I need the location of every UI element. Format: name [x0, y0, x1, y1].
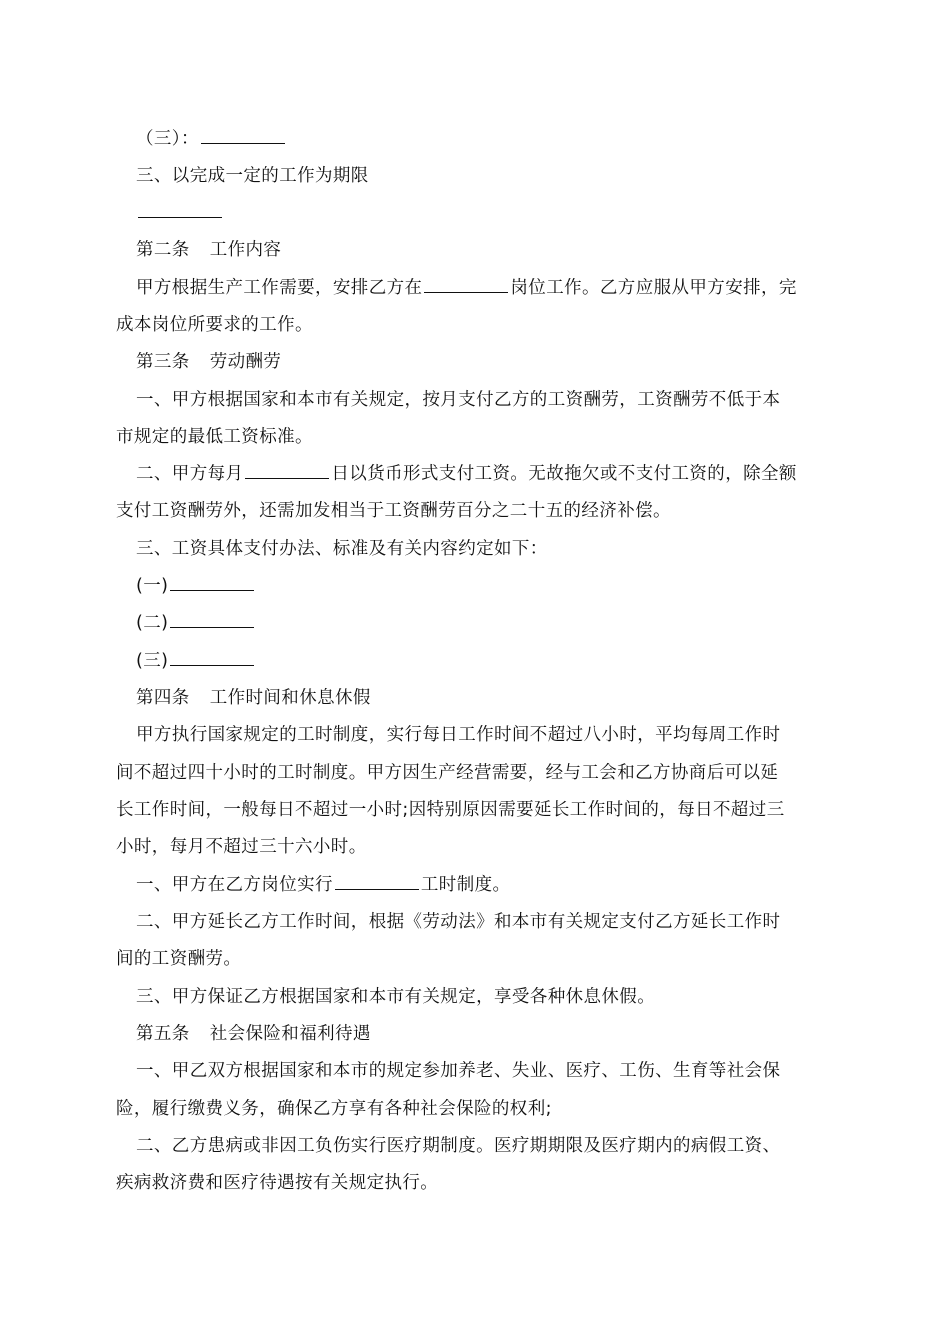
article-title: 社会保险和福利待遇	[209, 1024, 371, 1044]
text-line: 成本岗位所要求的工作。	[116, 315, 313, 335]
text-line: 一、甲方在乙方岗位实行 工时制度。	[136, 875, 511, 895]
blank-field	[424, 276, 508, 293]
section-heading	[136, 350, 856, 374]
text-line: 二、乙方患病或非因工负伤实行医疗期制度。医疗期期限及医疗期内的病假工资、	[136, 1136, 781, 1156]
article-number: 第二条	[136, 240, 190, 260]
blank-field	[201, 127, 285, 144]
blank-field	[170, 574, 254, 591]
text-line: 一、甲方根据国家和本市有关规定，按月支付乙方的工资酬劳，工资酬劳不低于本	[136, 390, 781, 410]
text-line: 险，履行缴费义务，确保乙方享有各种社会保险的权利;	[116, 1099, 552, 1119]
text-line: 三、以完成一定的工作为期限	[136, 166, 369, 186]
blank-field	[138, 201, 222, 218]
article-title: 工作时间和休息休假	[209, 688, 371, 708]
article-number: 第四条	[136, 688, 190, 708]
text-line: 二、甲方每月 日以货币形式支付工资。无故拖欠或不支付工资的，除全额	[136, 464, 797, 484]
text-line: 疾病救济费和医疗待遇按有关规定执行。	[116, 1173, 439, 1193]
text-line: 三、工资具体支付办法、标准及有关内容约定如下：	[136, 539, 548, 559]
text-line: 市规定的最低工资标准。	[116, 427, 313, 447]
text-line: 小时，每月不超过三十六小时。	[116, 837, 367, 857]
article-title: 劳动酬劳	[209, 352, 282, 372]
text-line	[136, 574, 856, 598]
blank-field	[335, 873, 419, 890]
text-line: 长工作时间，一般每日不超过一小时;因特别原因需要延长工作时间的，每日不超过三	[116, 800, 785, 820]
text-line	[136, 201, 856, 225]
text-line	[136, 649, 856, 673]
text-line: 支付工资酬劳外，还需加发相当于工资酬劳百分之二十五的经济补偿。	[116, 501, 671, 521]
item-label: (三)	[136, 651, 169, 671]
text-line: 一、甲乙双方根据国家和本市的规定参加养老、失业、医疗、工伤、生育等社会保	[136, 1061, 781, 1081]
section-heading	[136, 1022, 856, 1046]
text-line: 三、甲方保证乙方根据国家和本市有关规定，享受各种休息休假。	[136, 987, 656, 1007]
article-number: 第三条	[136, 352, 190, 372]
item-label: (一)	[136, 576, 169, 596]
text-line	[136, 127, 856, 151]
blank-field	[170, 611, 254, 628]
article-number: 第五条	[136, 1024, 190, 1044]
blank-field	[245, 462, 329, 479]
section-heading	[136, 238, 856, 262]
text-line: 二、甲方延长乙方工作时间，根据《劳动法》和本市有关规定支付乙方延长工作时	[136, 912, 781, 932]
text-line: 甲方根据生产工作需要，安排乙方在 岗位工作。乙方应服从甲方安排，完	[136, 278, 797, 298]
blank-field	[170, 649, 254, 666]
text-line: 间的工资酬劳。	[116, 949, 242, 969]
section-heading	[136, 686, 856, 710]
article-title: 工作内容	[209, 240, 282, 260]
item-label: (二)	[136, 613, 169, 633]
item-label: （三）：	[136, 129, 199, 149]
text-line	[136, 611, 856, 635]
text-line: 间不超过四十小时的工时制度。甲方因生产经营需要，经与工会和乙方协商后可以延	[116, 763, 779, 783]
text-line: 甲方执行国家规定的工时制度，实行每日工作时间不超过八小时，平均每周工作时	[136, 725, 781, 745]
